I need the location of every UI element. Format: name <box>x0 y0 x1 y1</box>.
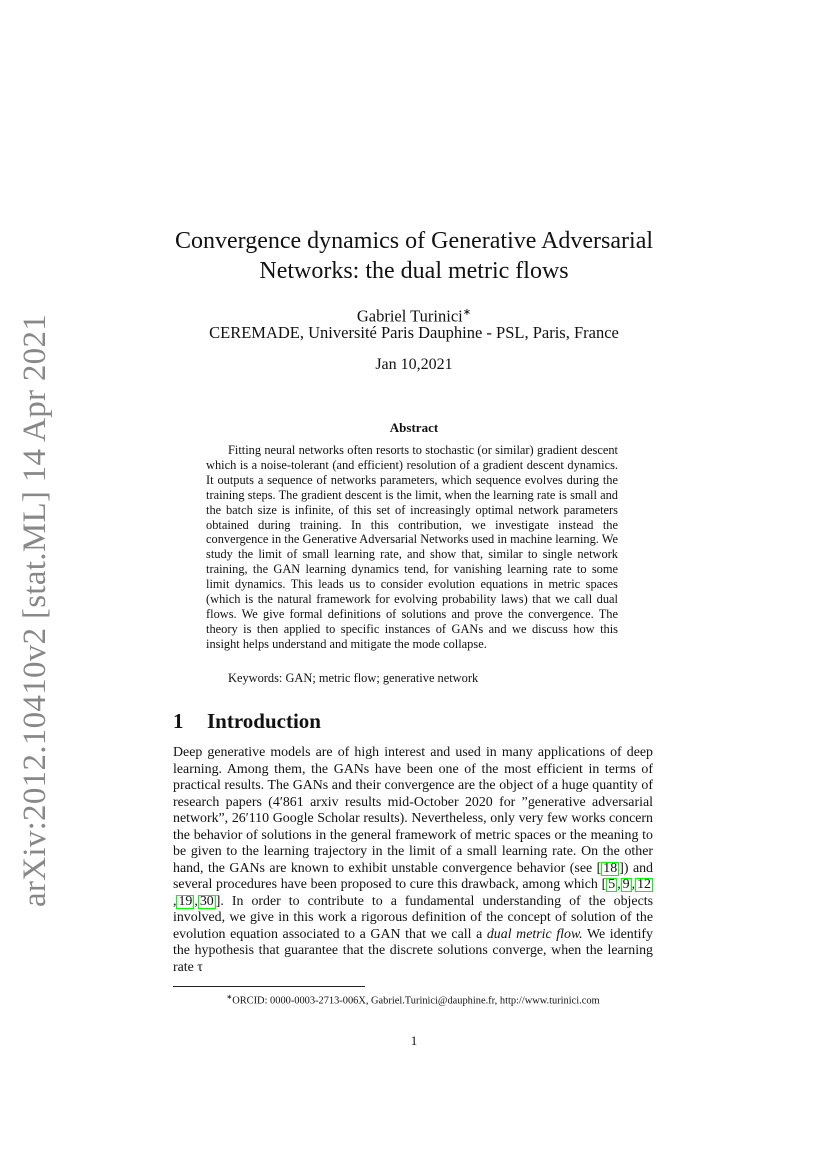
intro-text-4: We identify the hypothesis that guarantee that the discrete solutions converge, when the learning rate τ <box>173 926 654 975</box>
abstract-body: Fitting neural networks often resorts to stochastic (or similar) gradient descent which is a noise-tolerant (and efficient) resolution of a gradient descent dynamics. It outputs a sequence of networks parameters, which sequence evolves during the training steps. The gradient descent is the limit, when the learning rate is small and the batch size is infinite, of this set of increasingly optimal network parameters obtained during training. In this contribution, we investigate instead the convergence in the Generative Adversarial Networks used in machine learning. We study the limit of small learning rate, and show that, similar to single network training, the GAN learning dynamics tend, for vanishing learning rate to some limit dynamics. This leads us to consider evolution equations in metric spaces (which is the natural framework for evolving probability laws) that we call dual flows. We give formal definitions of solutions and prove the convergence. The theory is then applied to specific instances of GANs and we discuss how this insight helps understand and mitigate the mode collapse. <box>206 443 618 651</box>
citation-link[interactable]: 19 <box>178 893 193 909</box>
citation-link[interactable]: 30 <box>199 893 214 909</box>
introduction-paragraph: Deep generative models are of high interest and used in many applications of deep learning. Among them, the GANs have been one of the most efficient in terms of practical results. The GANs and their convergence are the object of a huge quantity of research papers (4′861 arxiv results mid-October 2020 for ”generative adversarial network”, 26′110 Google Scholar results). Nevertheless, only very few works concern the behavior of solutions in the general framework of metric spaces or the meaning to be given to the learning trajectory in the limit of a small learning rate. On the other hand, the GANs are known to exhibit unstable convergence behavior (see [ 18 ]) and several procedures have been proposed to cure this drawback, among which [ 5 , 9 , 12, 19 , 30 ]. In order to contribute to a fundamental understanding of the objects involved, we give in this work a rigorous definition of the concept of solution of the evolution equation associated to a GAN that we call a dual metric flow. We identify the hypothesis that guarantee that the discrete solutions converge, when the learning rate τ <box>173 745 654 975</box>
arxiv-identifier-text: arXiv:2012.10410v2 [stat.ML] 14 Apr 2021 <box>17 313 54 908</box>
title-line-2: Networks: the dual metric flows <box>259 258 569 284</box>
intro-text-1: Deep generative models are of high interest and used in many applications of deep learning. Among them, the GANs have been one of the most efficient in terms of practical results. The GANs and their convergence are the object of a huge quantity of research papers (4′861 arxiv results mid-October 2020 for ”generative adversarial network”, 26′110 Google Scholar results). Nevertheless, only very few works concern the behavior of solutions in the general framework of metric spaces or the meaning to be given to the learning trajectory in the limit of a small learning rate. On the other hand, the GANs are known to exhibit unstable convergence behavior (see <box>173 745 653 876</box>
author-footnote-mark[interactable]: ∗ <box>462 307 472 318</box>
citation-link[interactable]: 5 <box>608 877 616 892</box>
section-heading-introduction <box>173 709 321 734</box>
intro-text-2: ) and several procedures have been proposed to cure this drawback, among which <box>173 860 653 892</box>
section-title: Introduction <box>207 709 321 733</box>
citation-link[interactable]: 18 <box>603 860 618 876</box>
footnote-divider <box>173 986 365 987</box>
author-name-text: Gabriel Turinici <box>356 306 463 326</box>
author-affiliation: CEREMADE, Université Paris Dauphine - PSL, Paris, France <box>209 323 619 342</box>
intro-emphasis: dual metric flow. <box>486 926 583 942</box>
arxiv-identifier-stamp <box>8 313 64 908</box>
page-number: 1 <box>410 1033 418 1048</box>
footnote <box>173 990 653 1008</box>
title-line-1: Convergence dynamics of Generative Adversarial <box>174 228 654 254</box>
citation-link[interactable]: 12 <box>637 877 651 892</box>
keywords: Keywords: GAN; metric flow; generative network <box>228 671 479 685</box>
paper-title <box>160 226 668 286</box>
footnote-text[interactable]: ORCID: 0000-0003-2713-006X, Gabriel.Turinici@dauphine.fr, http://www.turinici.com <box>232 995 600 1007</box>
section-number: 1 <box>173 709 184 733</box>
paper-date: Jan 10,2021 <box>375 356 453 373</box>
abstract-heading: Abstract <box>389 420 439 435</box>
citation-link[interactable]: 9 <box>622 877 630 892</box>
intro-text-3: . In order to contribute to a fundamental understanding of the objects involved, we give in this work a rigorous definition of the concept of solution of the evolution equation associated to a GAN that we call a <box>173 893 653 942</box>
footnote-mark: ∗ <box>226 993 233 1001</box>
